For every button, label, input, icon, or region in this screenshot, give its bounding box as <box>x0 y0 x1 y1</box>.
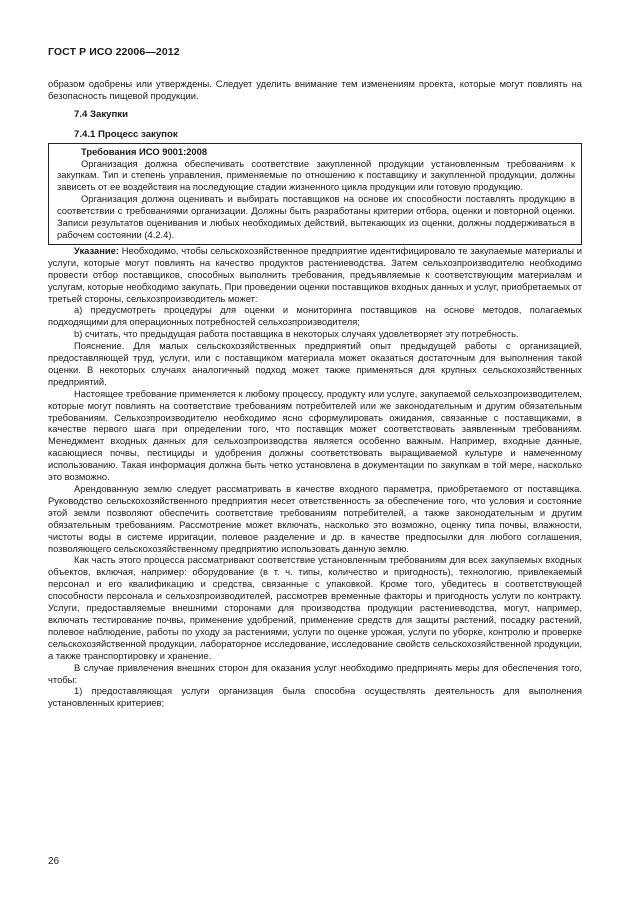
intro-paragraph: образом одобрены или утверждены. Следует уделить внимание тем изменениям проекта, которые могут повлиять на безопасность пищевой продукции. <box>48 78 582 101</box>
document-header: ГОСТ Р ИСО 22006—2012 <box>48 46 180 58</box>
body-paragraph-4: В случае привлечения внешних сторон для оказания услуг необходимо предпринять меры для обеспечения того, чтобы: <box>48 661 582 685</box>
list-item-a: a) предусмотреть процедуры для оценки и мониторинга поставщиков на основе методов, полагаемых подходящими для операционных потребностей сельхозпроизводителя; <box>48 304 582 328</box>
note-paragraph <box>48 245 582 305</box>
requirements-box <box>48 143 582 245</box>
page-content <box>48 78 582 709</box>
requirements-title: Требования ИСО 9001:2008 <box>81 145 208 157</box>
requirements-paragraph-2: Организация должна оценивать и выбирать поставщиков на основе их способности поставлять продукцию в соответствии с требованиями организации. Должны быть разработаны критерии отбора, оценки и повторной оценки. Записи результатов оценивания и любых необходимых действий, вытекающих из оценки, должны поддерживаться в рабочем состоянии (4.2.4). <box>57 193 575 240</box>
body-paragraph-2: Арендованную землю следует рассматривать в качестве входного параметра, приобретаемого от поставщика. Руководство сельскохозяйственного предприятия несет ответственность за обеспечение того, что условия и состояние этой земли позволяют обеспечить соответствие требованиям потребителей, а также законодательным и другим обязательным требованиям. Рассмотрение может включать, насколько это возможно, оценку типа почвы, влажности, чистоты воды в системе ирригации, полевое разделение и др. в качестве предпосылки для любого соглашения, позволяющего сельскохозяйственному предприятию использовать данную землю. <box>48 483 582 554</box>
section-heading-7-4-1: 7.4.1 Процесс закупок <box>74 128 178 140</box>
body-paragraph-3: Как часть этого процесса рассматривают соответствие установленным требованиям для всех закупаемых входных объектов, включая, например: оборудование (в т. ч. типы, количество и пригодность), технологию, привлекаемый персонал и его квалификацию и средства, связанные с упаковкой. Кроме того, убедитесь в соответствующей способности персонала и сельхозпроизводителей, рассмотрев временные факторы и пригодность услуги по контракту. Услуги, предоставляемые внешними сторонами для производства продукции растениеводства, могут, например, включать тестирование почвы, применение удобрений, применение средств для защиты растений, посадку растений, полевое наблюдение, работы по уходу за растениями, услуги по оценке урожая, услуги по уборке, контролю и проверке сельскохозяйственной продукции, лабораторное исследование, исследование свойств сельскохозяйственной продукции, а также транспортировку и хранение. <box>48 554 582 661</box>
note-label: Указание: <box>74 244 120 256</box>
list-item-1: 1) предоставляющая услуги организация была способна осуществлять деятельность для выполнения установленных критериев; <box>48 685 582 709</box>
explanation-paragraph: Пояснение. Для малых сельскохозяйственных предприятий опыт предыдущей работы с организацией, предоставляющей труд, услуги, или с поставщиком материала может оказаться достаточным для выполнения такой оценки. В некоторых случаях аналогичный подход может также применяться для крупных сельскохозяйственных предприятий. <box>48 340 582 387</box>
list-item-b: b) считать, что предыдущая работа поставщика в некоторых случаях удовлетворяет эту потребность. <box>74 328 519 340</box>
section-heading-7-4: 7.4 Закупки <box>74 108 128 120</box>
page-number: 26 <box>48 856 60 867</box>
requirements-paragraph-1: Организация должна обеспечивать соответствие закупленной продукции установленным требованиям к закупкам. Тип и степень управления, применяемые по отношению к поставщику и закупленной продукции, должны зависеть от ее воздействия на последующие стадии жизненного цикла продукции или готовую продукцию. <box>57 157 575 193</box>
note-text: Необходимо, чтобы сельскохозяйственное предприятие идентифицировало те закупаемые материалы и услуги, которые могут повлиять на качество продуктов растениеводства. Затем сельхозпроизводителю необходимо провести отбор поставщиков, способных выполнить требования, предъявляемые к соответствующим материалам и услугам, которые необходимо закупать. При проведении оценки поставщиков входных данных и услуг, приобретаемых от третьей стороны, сельхозпроизводитель может: <box>48 244 582 304</box>
body-paragraph-1: Настоящее требование применяется к любому процессу, продукту или услуге, закупаемой сельхозпроизводителем, которые могут повлиять на соответствие требованиям потребителей или же законодательным и другим обязательным требованиям. Сельхозпроизводителю необходимо ясно сформулировать ожидания, связанные с поставщиками, в качестве первого шага при определении того, что поставщик может соответствовать заявленным требованиям. Менеджмент входных данных для сельхозпроизводства является особенно важным. Например, входные данные, касающиеся почвы, пестициды и удобрения должны соответствовать выращиваемой культуре и намеченному использованию. Такая информация должна быть четко установлена в документации по закупкам в той мере, насколько это возможно. <box>48 387 582 483</box>
